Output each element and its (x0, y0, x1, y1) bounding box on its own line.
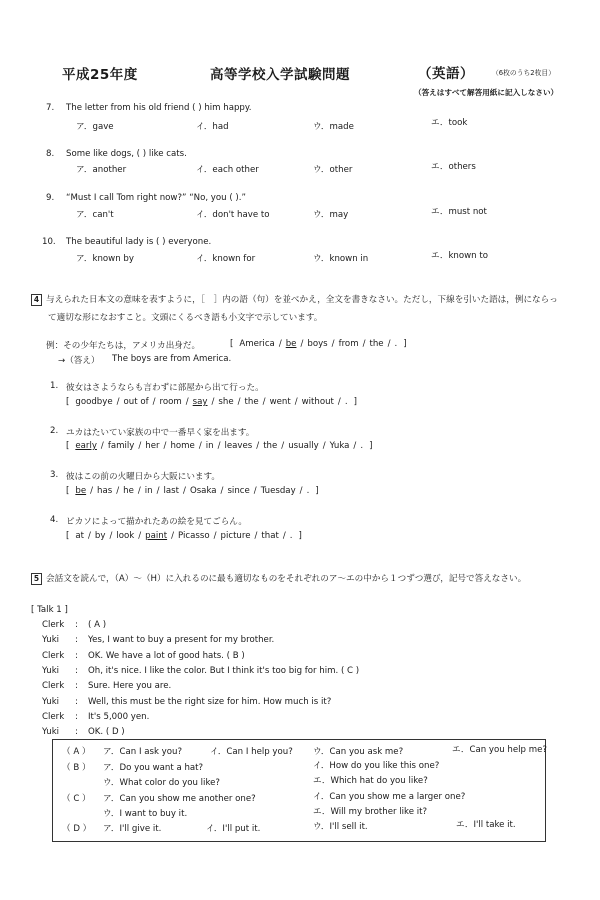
word-chip: home (170, 441, 195, 451)
separator: / (300, 339, 304, 349)
q-japanese: ピカソによって描かれたあの絵を見てごらん。 (66, 517, 247, 527)
word-chip: . (289, 531, 293, 541)
word-chip: the (244, 397, 259, 407)
word-bracket (66, 441, 372, 451)
word-bracket (66, 397, 357, 407)
word-chip: she (218, 397, 234, 407)
q-num: 1. (50, 381, 59, 391)
word-chip: Osaka (189, 486, 217, 496)
word-chip: goodbye (75, 397, 113, 407)
q-num: 9. (46, 193, 55, 203)
q4-example-words (230, 339, 407, 349)
word-chip: leaves (224, 441, 253, 451)
q-num: 2. (50, 426, 59, 436)
separator: / (337, 397, 341, 407)
word-chip: family (107, 441, 135, 451)
word-chip: boys (307, 339, 328, 349)
speaker-name: Clerk (42, 711, 65, 722)
section-number-4: 4 (31, 294, 42, 306)
choice-a: ア．gave (76, 122, 114, 132)
dialogue-line: Well, this must be the right size for him. How much is it? (88, 696, 332, 707)
exam-title: 高等学校入学試験問題 (210, 67, 350, 83)
choice-b: イ．known for (196, 254, 256, 264)
separator: / (185, 397, 189, 407)
bracket-close: ] (403, 339, 407, 349)
word-chip: at (75, 531, 84, 541)
speaker-name: Clerk (42, 650, 65, 661)
separator: / (116, 397, 120, 407)
separator: / (100, 441, 104, 451)
bracket-open: [ (66, 397, 70, 407)
separator: / (171, 531, 174, 541)
dialogue-line: ( A ) (88, 620, 107, 630)
dialogue-line: OK. We have a lot of good hats. ( B ) (88, 650, 245, 661)
choice-a: ア．Can I ask you? (103, 747, 183, 757)
separator: / (138, 531, 142, 541)
separator: / (254, 531, 258, 541)
q-num: 8. (46, 149, 55, 159)
choice-a: ア．known by (76, 254, 134, 264)
word-chip: from (338, 339, 359, 349)
bracket-open: [ (66, 441, 70, 451)
choice-d: エ．Which hat do you like? (313, 776, 428, 786)
word-chip: be (285, 339, 297, 349)
dialogue-line: Yes, I want to buy a present for my brother. (88, 635, 275, 646)
separator: / (183, 486, 186, 496)
talk-label: [ Talk 1 ] (31, 605, 68, 615)
separator: / (299, 486, 303, 496)
bracket-close: ] (369, 441, 373, 451)
choice-c: ウ．What color do you like? (103, 778, 220, 788)
sheet-count: （6枚のうち2枚目） (492, 69, 556, 77)
choice-d: エ．known to (431, 251, 488, 261)
separator: / (116, 486, 120, 496)
word-chip: America (239, 339, 275, 349)
choice-label: （ D ） (62, 824, 92, 834)
separator: / (331, 339, 335, 349)
separator: / (237, 397, 241, 407)
word-chip: picture (220, 531, 251, 541)
choice-c: ウ．made (313, 122, 354, 132)
separator: / (362, 339, 366, 349)
exam-subject: （英語） (418, 66, 474, 82)
separator: / (211, 397, 215, 407)
choice-b: イ．I'll put it. (206, 824, 261, 834)
separator: / (156, 486, 160, 496)
word-chip: her (145, 441, 160, 451)
separator: / (137, 486, 141, 496)
q4-answer-text: The boys are from America. (112, 354, 232, 364)
choice-d: エ．Can you help me? (452, 745, 547, 755)
q-japanese: 彼はこの前の火曜日から大阪にいます。 (66, 472, 221, 482)
word-bracket (66, 531, 302, 541)
word-chip: out of (123, 397, 149, 407)
word-chip: look (116, 531, 135, 541)
word-chip: room (159, 397, 182, 407)
choice-d: エ．took (431, 118, 468, 128)
word-chip: in (205, 441, 214, 451)
word-chip: last (163, 486, 180, 496)
separator: / (278, 339, 282, 349)
q5-instr: 会話文を読んで，（A）～（H）に入れるのに最も適切なものをそれぞれのア～エの中から１つずつ選び，記号で答えなさい。 (46, 574, 527, 584)
dialogue-line: OK. ( D ) (88, 727, 125, 738)
speaker-colon: : (75, 727, 78, 738)
choice-c: ウ．Can you ask me? (313, 747, 404, 757)
choice-label: （ C ） (62, 794, 91, 804)
bracket-close: ] (315, 486, 319, 496)
choice-c: ウ．known in (313, 254, 369, 264)
q-stem: Some like dogs, ( ) like cats. (66, 149, 187, 159)
choice-c: ウ．may (313, 210, 349, 220)
choice-b: イ．had (196, 122, 229, 132)
separator: / (88, 531, 91, 541)
separator: / (138, 441, 142, 451)
word-chip: the (263, 441, 278, 451)
choice-a: ア．I'll give it. (103, 824, 162, 834)
choice-c: ウ．I want to buy it. (103, 809, 188, 819)
word-chip: . (344, 397, 348, 407)
choice-d: エ．others (431, 162, 476, 172)
choice-a: ア．Can you show me another one? (103, 794, 256, 804)
word-chip: . (394, 339, 398, 349)
separator: / (256, 441, 260, 451)
q-japanese: ユカはたいてい家族の中で一番早く家を出ます。 (66, 428, 255, 438)
separator: / (322, 441, 326, 451)
separator: / (163, 441, 167, 451)
separator: / (198, 441, 202, 451)
separator: / (217, 441, 221, 451)
separator: / (294, 397, 298, 407)
word-chip: that (261, 531, 279, 541)
q4-instruction-line1 (31, 293, 558, 306)
q4-instr-1: 与えられた日本文の意味を表すように，［ ］内の語（句）を並べかえ，全文を書きなさい。ただし，下線を引いた語は，例にならっ (46, 295, 558, 305)
choice-d: エ．I'll take it. (456, 820, 516, 830)
answer-note: （答えはすべて解答用紙に記入しなさい） (414, 88, 559, 97)
word-chip: has (97, 486, 113, 496)
q-num: 4. (50, 515, 59, 525)
q-num: 10. (42, 237, 56, 247)
bracket-open: [ (66, 531, 70, 541)
q-stem: The letter from his old friend ( ) him happy. (66, 103, 252, 113)
bracket-close: ] (298, 531, 302, 541)
word-chip: the (369, 339, 384, 349)
dialogue-line: Oh, it's nice. I like the color. But I think it's too big for him. ( C ) (88, 665, 360, 676)
speaker-name: Clerk (42, 681, 65, 692)
word-chip: went (269, 397, 291, 407)
speaker-name: Yuki (42, 635, 60, 646)
q4-instruction-line2: て適切な形になおすこと。文頭にくるべき語も小文字で示しています。 (48, 313, 323, 323)
choice-b: イ．each other (196, 165, 259, 175)
separator: / (262, 397, 266, 407)
word-chip: Yuka (329, 441, 350, 451)
word-chip: paint (145, 531, 168, 541)
word-chip: be (75, 486, 87, 496)
choice-c: ウ．other (313, 165, 353, 175)
separator: / (220, 486, 224, 496)
word-bracket (66, 486, 319, 496)
exam-year: 平成25年度 (62, 67, 138, 83)
separator: / (353, 441, 357, 451)
section-number-5: 5 (31, 573, 42, 585)
word-chip: he (123, 486, 134, 496)
bracket-close: ] (353, 397, 357, 407)
separator: / (387, 339, 391, 349)
speaker-colon: : (75, 665, 78, 676)
separator: / (213, 531, 217, 541)
word-chip: in (144, 486, 153, 496)
separator: / (109, 531, 113, 541)
speaker-colon: : (75, 650, 78, 661)
speaker-colon: : (75, 681, 78, 692)
speaker-colon: : (75, 711, 78, 722)
dialogue-line: Sure. Here you are. (88, 681, 172, 692)
speaker-colon: : (75, 696, 78, 707)
bracket-open: [ (230, 339, 234, 349)
choice-c: ウ．I'll sell it. (313, 822, 368, 832)
q-num: 7. (46, 103, 55, 113)
separator: / (152, 397, 156, 407)
speaker-name: Yuki (42, 727, 60, 738)
speaker-name: Clerk (42, 620, 65, 630)
separator: / (281, 441, 285, 451)
bracket-open: [ (66, 486, 70, 496)
word-chip: early (75, 441, 97, 451)
separator: / (282, 531, 286, 541)
word-chip: Tuesday (260, 486, 296, 496)
choice-b: イ．Can I help you? (210, 747, 293, 757)
choice-label: （ A ） (62, 747, 91, 757)
q4-answer-label: →（答え） (58, 356, 100, 366)
word-chip: usually (288, 441, 319, 451)
speaker-name: Yuki (42, 665, 60, 676)
word-chip: without (301, 397, 334, 407)
word-chip: . (306, 486, 310, 496)
choice-b: イ．Can you show me a larger one? (313, 792, 466, 802)
separator: / (90, 486, 94, 496)
word-chip: since (227, 486, 250, 496)
word-chip: say (192, 397, 208, 407)
q-stem: “Must I call Tom right now?” “No, you ( ).” (66, 193, 246, 203)
q-num: 3. (50, 470, 59, 480)
choice-a: ア．another (76, 165, 127, 175)
speaker-name: Yuki (42, 696, 60, 707)
dialogue-line: It's 5,000 yen. (88, 711, 150, 722)
word-chip: by (94, 531, 106, 541)
word-chip: . (360, 441, 364, 451)
choice-d: エ．must not (431, 207, 487, 217)
speaker-colon: : (75, 635, 78, 646)
choice-b: イ．How do you like this one? (313, 761, 440, 771)
choice-label: （ B ） (62, 763, 91, 773)
choice-a: ア．can't (76, 210, 114, 220)
q4-example-label: 例：その少年たちは，アメリカ出身だ。 (46, 341, 201, 351)
q-japanese: 彼女はさようならも言わずに部屋から出て行った。 (66, 383, 264, 393)
choice-b: イ．don't have to (196, 210, 270, 220)
choice-d: エ．Will my brother like it? (313, 807, 428, 817)
q5-instruction (31, 572, 526, 585)
speaker-colon: : (75, 620, 78, 630)
choice-a: ア．Do you want a hat? (103, 763, 204, 773)
q-stem: The beautiful lady is ( ) everyone. (66, 237, 212, 247)
separator: / (253, 486, 257, 496)
word-chip: Picasso (178, 531, 210, 541)
